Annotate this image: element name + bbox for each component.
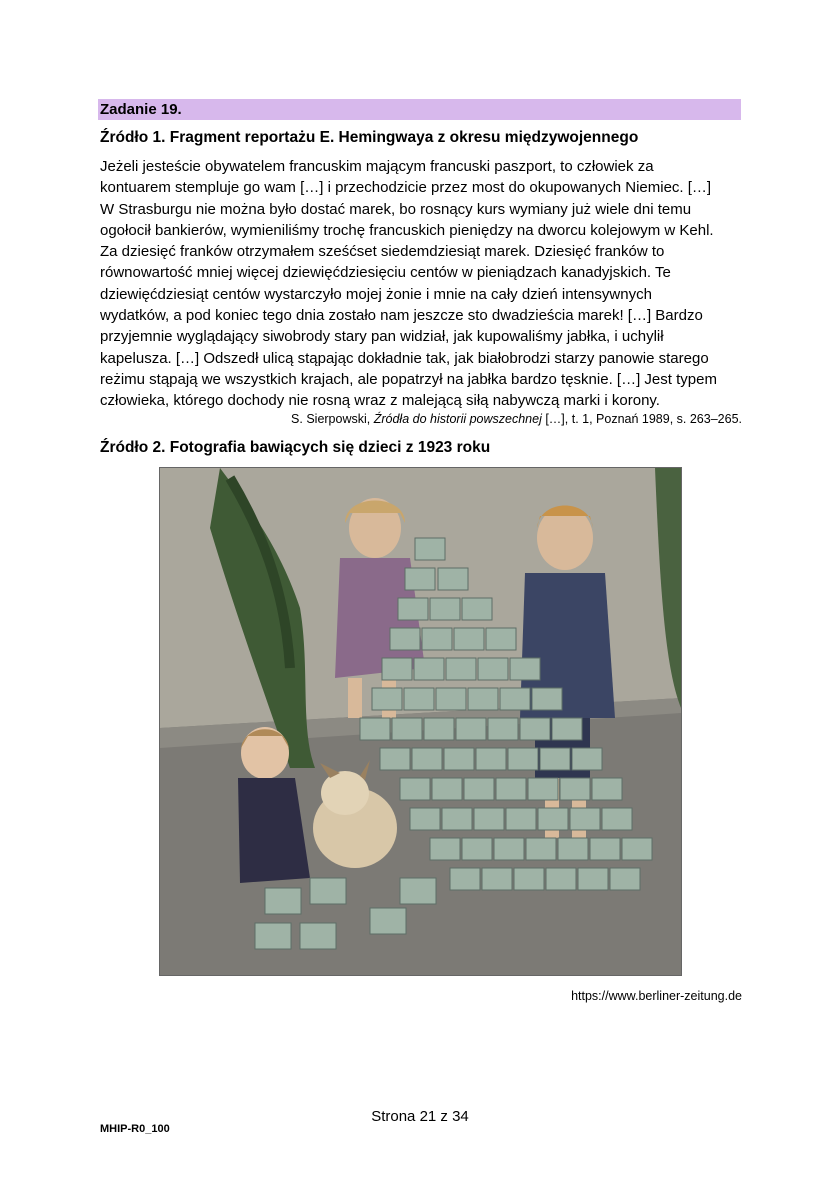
page-number: Strona 21 z 34 [371, 1108, 469, 1125]
task-header-bar [98, 99, 741, 120]
text-line: dziewięćdziesiąt centów wystarczyło mojej żonie i mnie na cały dzień intensywnych [100, 285, 652, 303]
citation-author: S. Sierpowski, [291, 412, 374, 426]
text-line: wydatków, a pod koniec tego dnia zostało nam jeszcze sto dwadzieścia marek! […] Bardzo [100, 307, 703, 325]
text-line: reżimu stąpają we wszystkich krajach, ale popatrzył na jabłka bardzo tęsknie. […] Jest typem [100, 370, 717, 388]
text-line: Za dziesięć franków otrzymałem sześćset siedemdziesiąt marek. Dziesięć franków to [100, 243, 665, 261]
photo-illustration [160, 468, 681, 975]
source1-title: Źródło 1. Fragment reportażu E. Hemingwaya z okresu międzywojennego [100, 129, 639, 146]
text-line: W Strasburgu nie można było dostać marek, bo rosnący kurs wymiany już wiele dni temu [100, 200, 692, 218]
source2-title: Źródło 2. Fotografia bawiących się dzieci z 1923 roku [100, 439, 491, 456]
source1-text [100, 156, 745, 412]
citation-title: Źródła do historii powszechnej [373, 412, 542, 426]
document-code: MHIP-R0_100 [100, 1123, 170, 1135]
task-title: Zadanie 19. [100, 101, 182, 118]
text-line: ogołocił bankierów, wymieniliśmy trochę francuskich pieniędzy na dworcu kolejowym w Kehl. [100, 221, 714, 239]
text-line: kontuarem stempluje go wam […] i przechodzicie przez most do okupowanych Niemiec. […] [100, 179, 712, 197]
photo-source: https://www.berliner-zeitung.de [571, 989, 742, 1003]
historical-photo [159, 467, 682, 976]
text-line: równowartość mniej więcej dziewięćdziesięciu centów w pieniądzach kanadyjskich. Te [100, 264, 671, 282]
text-line: przyjemnie wyglądający siwobrody stary pan widział, jak kupowaliśmy jabłka, i uchylił [100, 328, 664, 346]
text-line: Jeżeli jesteście obywatelem francuskim mającym francuski paszport, to człowiek za [100, 158, 654, 175]
text-line: kapelusza. […] Odszedł ulicą stąpając dokładnie tak, jak białobrodzi starzy panowie starego [100, 349, 709, 367]
text-line: człowieka, którego dochody nie rosną wraz z malejącą siłą nabywczą marki i korony. [100, 392, 660, 410]
citation-details: […], t. 1, Poznań 1989, s. 263–265. [541, 412, 742, 426]
source1-citation [291, 411, 742, 427]
